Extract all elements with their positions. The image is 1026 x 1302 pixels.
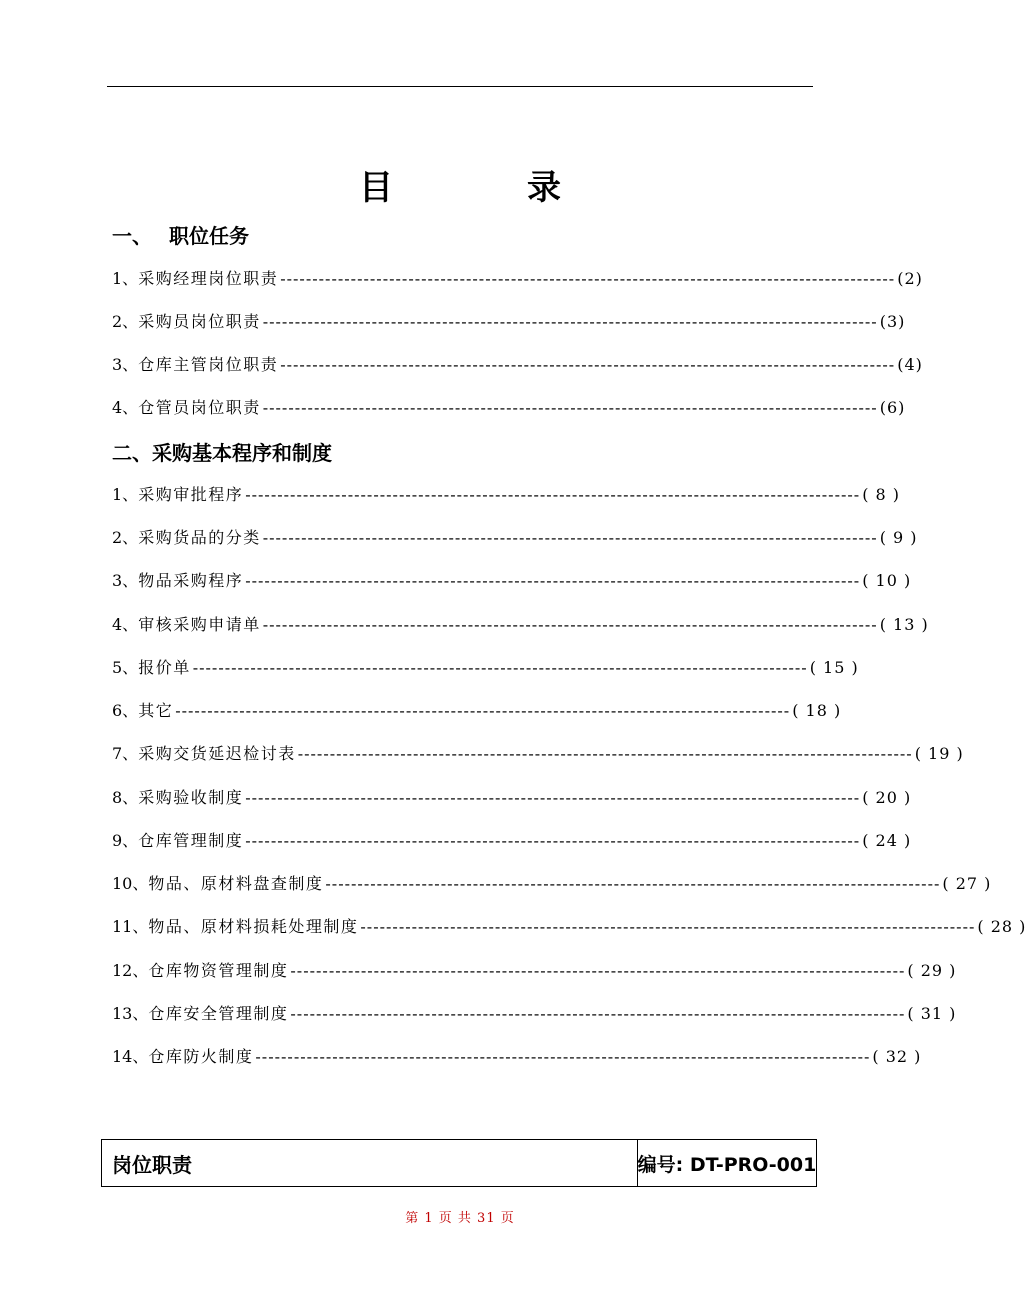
- toc-entry-title: 采购审批程序: [138, 485, 244, 504]
- toc-entry-number: 1、: [112, 485, 139, 504]
- toc-entry-title: 采购货品的分类: [138, 528, 261, 547]
- section-heading-1: 一、 职位任务: [112, 224, 249, 248]
- toc-entry-number: 14、: [112, 1047, 149, 1066]
- toc-leader: ------------------------------------------------------------------------------------------------: [262, 312, 878, 331]
- toc-leader: ------------------------------------------------------------------------------------------------: [262, 398, 878, 417]
- toc-entry-page: (2): [897, 269, 923, 288]
- toc-leader: ------------------------------------------------------------------------------------------------: [290, 961, 906, 980]
- toc-entry-number: 6、: [112, 701, 139, 720]
- toc-entry[interactable]: [112, 266, 923, 290]
- toc-entry-page: ( 31 ): [907, 1004, 957, 1023]
- toc-entry[interactable]: [112, 1044, 922, 1068]
- toc-leader: ------------------------------------------------------------------------------------------------: [192, 658, 808, 677]
- toc-entry[interactable]: [112, 958, 957, 982]
- toc-entry-title: 物品、原材料损耗处理制度: [148, 917, 359, 936]
- toc-entry-title: 仓库防火制度: [148, 1047, 254, 1066]
- toc-entry-title: 物品、原材料盘查制度: [148, 874, 324, 893]
- toc-entry-title: 采购交货延迟检讨表: [138, 744, 296, 763]
- toc-entry-number: 13、: [112, 1004, 149, 1023]
- toc-entry[interactable]: [112, 352, 923, 376]
- toc-leader: ------------------------------------------------------------------------------------------------: [245, 788, 861, 807]
- toc-entry-number: 3、: [112, 355, 139, 374]
- toc-entry-number: 2、: [112, 312, 139, 331]
- toc-entry[interactable]: [112, 612, 929, 636]
- toc-entry-title: 采购验收制度: [138, 788, 244, 807]
- toc-leader: ------------------------------------------------------------------------------------------------: [280, 355, 896, 374]
- toc-leader: ------------------------------------------------------------------------------------------------: [297, 744, 913, 763]
- toc-entry-page: ( 19 ): [914, 744, 964, 763]
- toc-entry[interactable]: [112, 395, 906, 419]
- section-heading-2: 二、采购基本程序和制度: [112, 441, 332, 465]
- toc-entry-title: 仓库主管岗位职责: [138, 355, 279, 374]
- toc-entry[interactable]: [112, 741, 964, 765]
- toc-entry-title: 其它: [138, 701, 174, 720]
- toc-entry[interactable]: [112, 698, 842, 722]
- toc-entry-page: ( 28 ): [977, 917, 1026, 936]
- toc-leader: ------------------------------------------------------------------------------------------------: [245, 485, 861, 504]
- toc-entry-title: 审核采购申请单: [138, 615, 261, 634]
- document-title: 目 录: [359, 168, 611, 208]
- toc-entry-title: 报价单: [138, 658, 191, 677]
- toc-leader: ------------------------------------------------------------------------------------------------: [262, 528, 878, 547]
- toc-leader: ------------------------------------------------------------------------------------------------: [262, 615, 878, 634]
- toc-entry[interactable]: [112, 871, 992, 895]
- toc-entry-page: (3): [879, 312, 906, 331]
- toc-entry[interactable]: [112, 568, 912, 592]
- toc-entry-number: 3、: [112, 571, 139, 590]
- toc-leader: ------------------------------------------------------------------------------------------------: [325, 874, 941, 893]
- toc-entry-title: 采购经理岗位职责: [138, 269, 279, 288]
- toc-leader: ------------------------------------------------------------------------------------------------: [280, 269, 896, 288]
- toc-entry[interactable]: [112, 914, 1026, 938]
- header-rule: [107, 86, 813, 87]
- toc-entry-title: 物品采购程序: [138, 571, 244, 590]
- toc-entry-number: 8、: [112, 788, 139, 807]
- footer-doc-category: 岗位职责: [102, 1140, 638, 1186]
- toc-entry-title: 采购员岗位职责: [138, 312, 261, 331]
- toc-entry-number: 1、: [112, 269, 139, 288]
- toc-entry-number: 12、: [112, 961, 149, 980]
- toc-entry[interactable]: [112, 828, 912, 852]
- toc-entry-number: 4、: [112, 615, 139, 634]
- toc-entry-page: ( 10 ): [862, 571, 912, 590]
- toc-entry-page: ( 32 ): [872, 1047, 922, 1066]
- toc-entry[interactable]: [112, 482, 901, 506]
- toc-entry-page: ( 15 ): [809, 658, 859, 677]
- toc-entry[interactable]: [112, 655, 859, 679]
- toc-entry-title: 仓库物资管理制度: [148, 961, 289, 980]
- toc-leader: ------------------------------------------------------------------------------------------------: [175, 701, 791, 720]
- toc-entry-page: ( 29 ): [907, 961, 957, 980]
- toc-entry-number: 2、: [112, 528, 139, 547]
- toc-entry-page: ( 9 ): [879, 528, 918, 547]
- toc-entry-page: ( 8 ): [862, 485, 901, 504]
- toc-entry-page: ( 20 ): [862, 788, 912, 807]
- footer-table: [101, 1139, 817, 1187]
- toc-entry-title: 仓库安全管理制度: [148, 1004, 289, 1023]
- toc-leader: ------------------------------------------------------------------------------------------------: [290, 1004, 906, 1023]
- toc-leader: ------------------------------------------------------------------------------------------------: [255, 1047, 871, 1066]
- toc-entry[interactable]: [112, 309, 906, 333]
- page-number: 第 1 页 共 31 页: [405, 1211, 515, 1226]
- toc-entry-number: 7、: [112, 744, 139, 763]
- toc-entry[interactable]: [112, 1001, 957, 1025]
- toc-leader: ------------------------------------------------------------------------------------------------: [245, 571, 861, 590]
- toc-entry-number: 4、: [112, 398, 139, 417]
- toc-entry-title: 仓管员岗位职责: [138, 398, 261, 417]
- toc-entry-number: 11、: [112, 917, 149, 936]
- toc-entry-page: ( 27 ): [942, 874, 992, 893]
- toc-leader: ------------------------------------------------------------------------------------------------: [245, 831, 861, 850]
- toc-entry-number: 9、: [112, 831, 139, 850]
- toc-entry-page: (6): [879, 398, 906, 417]
- toc-leader: ------------------------------------------------------------------------------------------------: [360, 917, 976, 936]
- footer-doc-number: 编号: DT-PRO-001: [637, 1153, 817, 1176]
- toc-entry-page: ( 13 ): [879, 615, 929, 634]
- toc-entry-page: ( 24 ): [862, 831, 912, 850]
- toc-entry-number: 10、: [112, 874, 149, 893]
- toc-entry-number: 5、: [112, 658, 139, 677]
- toc-entry-page: (4): [897, 355, 923, 374]
- toc-entry[interactable]: [112, 525, 918, 549]
- toc-entry[interactable]: [112, 785, 912, 809]
- toc-entry-page: ( 18 ): [792, 701, 842, 720]
- toc-entry-title: 仓库管理制度: [138, 831, 244, 850]
